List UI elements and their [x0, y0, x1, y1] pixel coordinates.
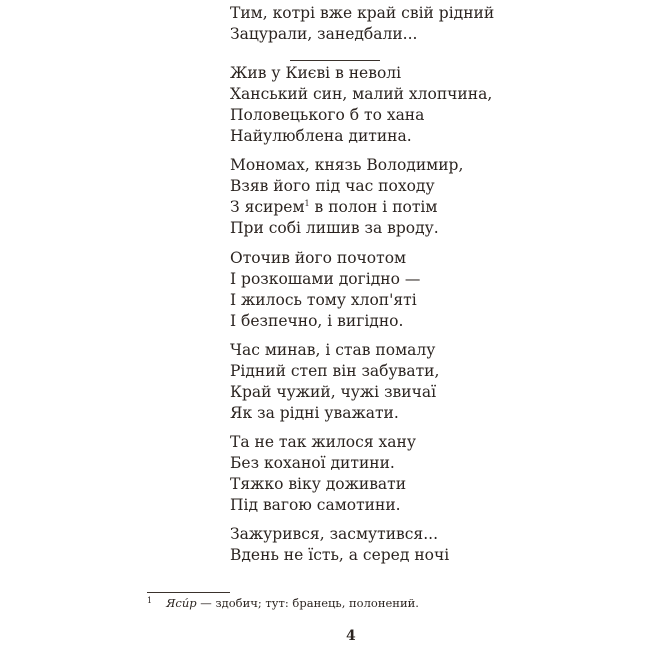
verse-line: Ханський син, малий хлопчина,: [230, 85, 493, 103]
footnote-ref[interactable]: 1: [304, 199, 310, 208]
footnote-number: 1: [147, 596, 153, 605]
verse-line: Рідний степ він забувати,: [230, 362, 440, 380]
verse-line: Взяв його під час походу: [230, 177, 435, 195]
stanza-1: [230, 3, 494, 45]
footnote-term: Яси́р: [166, 596, 197, 610]
section-divider: [290, 60, 380, 61]
verse-line: [230, 197, 463, 218]
verse-line: Оточив його почотом: [230, 249, 407, 267]
verse-line: Зацурали, занедбали...: [230, 25, 418, 43]
verse-line: Час минав, і став помалу: [230, 341, 436, 359]
verse-line: Половецького б то хана: [230, 106, 425, 124]
stanza-7: [230, 524, 449, 566]
verse-line: При собі лишив за вроду.: [230, 219, 439, 237]
stanza-6: [230, 432, 416, 516]
verse-line: І жилось тому хлоп'яті: [230, 291, 417, 309]
stanza-5: [230, 340, 439, 424]
verse-line: Найулюблена дитина.: [230, 127, 412, 145]
verse-line: Тим, котрі вже край свій рідний: [230, 4, 495, 22]
stanza-2: [230, 63, 492, 147]
verse-line: Вдень не їсть, а серед ночі: [230, 546, 450, 564]
verse-line: Та не так жилося хану: [230, 433, 416, 451]
verse-line: І безпечно, і вигідно.: [230, 312, 404, 330]
verse-line: Край чужий, чужі звичаї: [230, 383, 437, 401]
verse-line: Без коханої дитини.: [230, 454, 395, 472]
page-number: 4: [346, 628, 356, 644]
verse-line: Жив у Києві в неволі: [230, 64, 402, 82]
verse-line: Під вагою самотини.: [230, 496, 401, 514]
verse-line: Мономах, князь Володимир,: [230, 156, 464, 174]
verse-line: Як за рідні уважати.: [230, 404, 399, 422]
footnote: [147, 596, 419, 610]
verse-text: З ясирем: [230, 198, 305, 216]
stanza-4: [230, 248, 420, 332]
verse-line: Тяжко віку доживати: [230, 475, 407, 493]
verse-line: І розкошами догідно —: [230, 270, 421, 288]
verse-text: в полон і потім: [309, 198, 438, 216]
verse-line: Зажурився, засмутився...: [230, 525, 438, 543]
stanza-3: [230, 155, 463, 239]
footnote-definition: — здобич; тут: бранець, полонений.: [196, 596, 419, 610]
footnote-rule: [147, 592, 230, 593]
